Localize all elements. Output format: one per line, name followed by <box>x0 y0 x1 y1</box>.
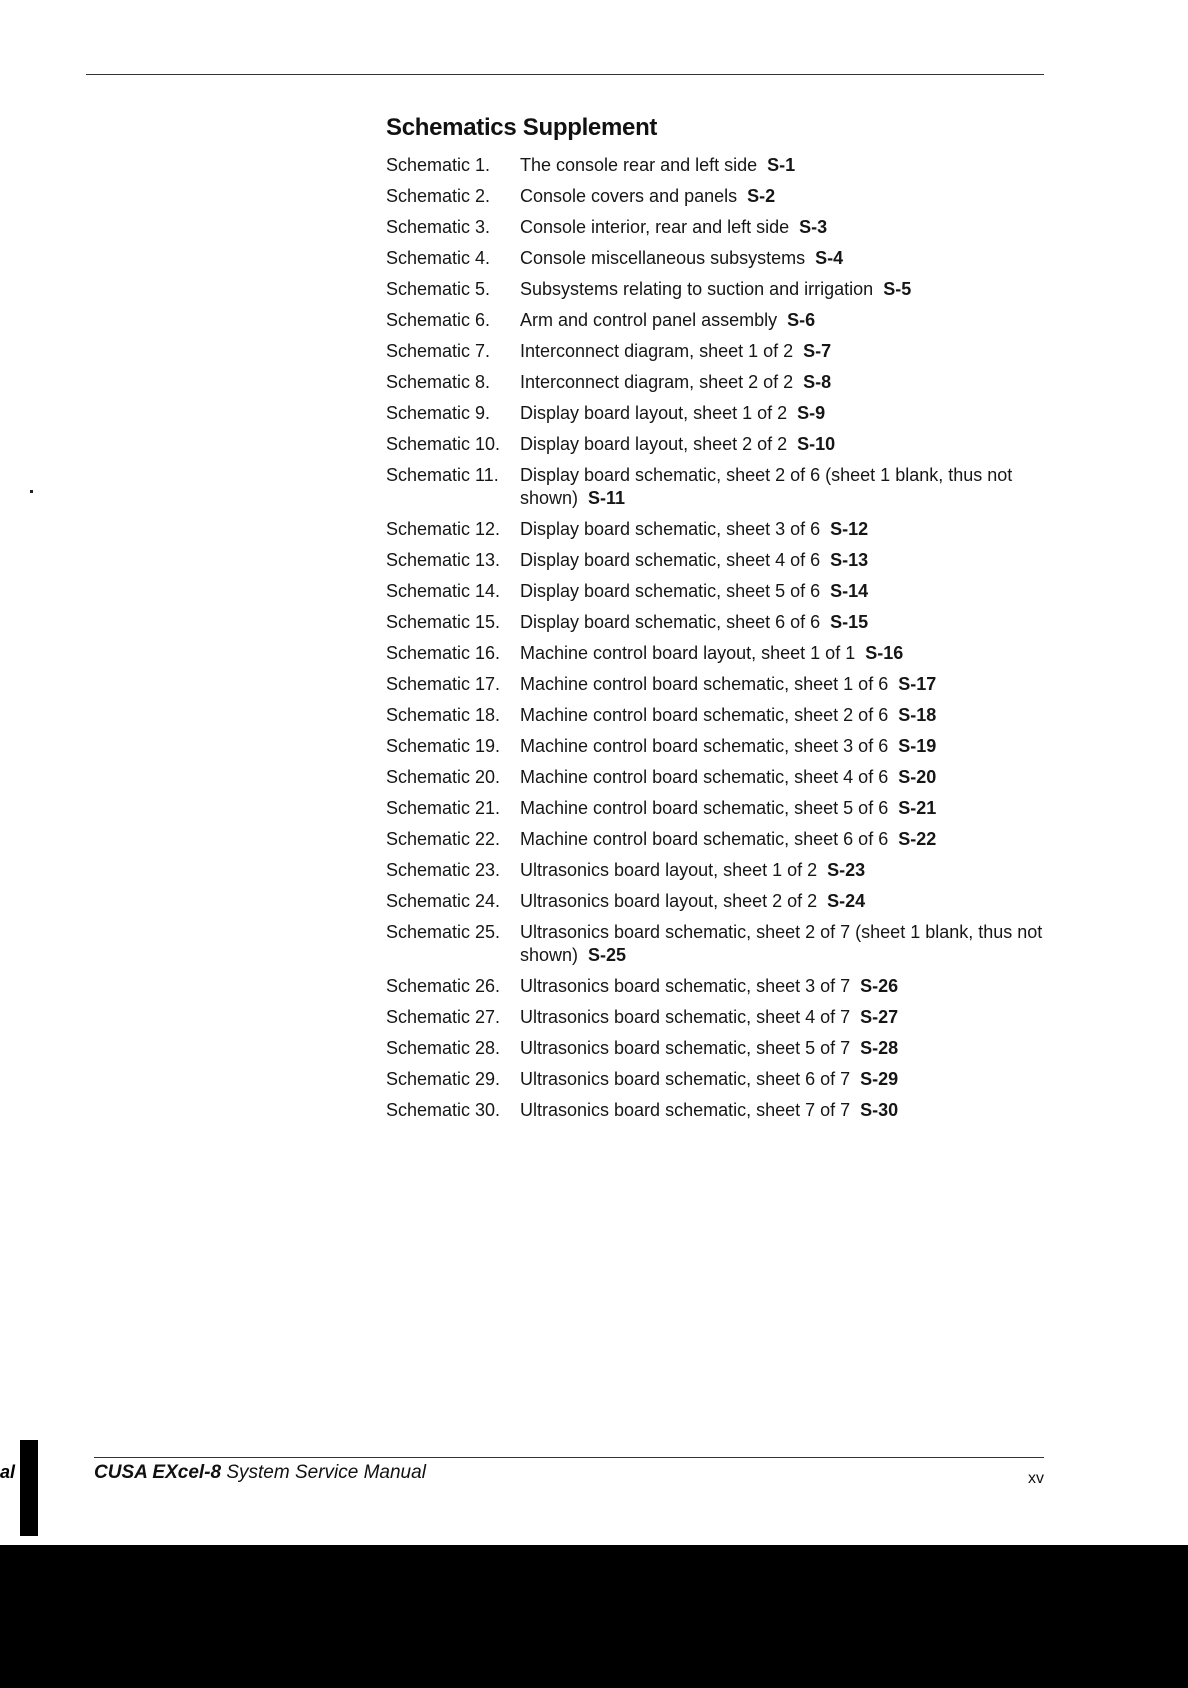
schematic-description: Machine control board schematic, sheet 5 of 6 <box>520 798 889 818</box>
schematic-page-ref: S-18 <box>898 705 937 725</box>
schematic-number: Schematic 23. <box>386 860 501 880</box>
schematic-entry <box>386 278 1046 301</box>
schematic-description: Machine control board layout, sheet 1 of 1 <box>520 643 856 663</box>
schematic-page-ref: S-12 <box>830 519 869 539</box>
schematic-entry <box>386 309 1046 332</box>
schematic-description-cell <box>520 673 1046 696</box>
schematic-number: Schematic 27. <box>386 1007 501 1027</box>
schematic-number: Schematic 14. <box>386 581 501 601</box>
scan-binding-shadow <box>20 1440 38 1536</box>
schematic-description: Display board schematic, sheet 4 of 6 <box>520 550 821 570</box>
schematic-page-ref: S-13 <box>830 550 869 570</box>
schematic-description: Ultrasonics board layout, sheet 1 of 2 <box>520 860 818 880</box>
schematic-description-cell <box>520 464 1046 510</box>
schematic-number: Schematic 3. <box>386 217 491 237</box>
schematic-page-ref: S-20 <box>898 767 937 787</box>
schematic-description: Console miscellaneous subsystems <box>520 248 806 268</box>
schematic-number: Schematic 16. <box>386 643 501 663</box>
schematic-description-cell <box>520 611 1046 634</box>
schematic-number: Schematic 6. <box>386 310 491 330</box>
schematic-number: Schematic 30. <box>386 1100 501 1120</box>
schematic-entry <box>386 185 1046 208</box>
schematic-page-ref: S-17 <box>898 674 937 694</box>
schematic-description-cell <box>520 1099 1046 1122</box>
schematic-number: Schematic 13. <box>386 550 501 570</box>
schematic-description-cell <box>520 828 1046 851</box>
schematic-page-ref: S-11 <box>588 488 626 508</box>
schematic-page-ref: S-6 <box>787 310 816 330</box>
schematic-description: Display board schematic, sheet 6 of 6 <box>520 612 821 632</box>
footer-rule <box>94 1457 1044 1458</box>
schematic-page-ref: S-27 <box>860 1007 899 1027</box>
schematic-description: Display board layout, sheet 1 of 2 <box>520 403 788 423</box>
section-title: Schematics Supplement <box>386 114 658 141</box>
schematic-entry <box>386 975 1046 998</box>
schematic-entry <box>386 247 1046 270</box>
schematic-entry <box>386 673 1046 696</box>
schematic-description-cell <box>520 402 1046 425</box>
schematics-list <box>386 154 1046 1130</box>
schematic-number: Schematic 24. <box>386 891 501 911</box>
schematic-number: Schematic 26. <box>386 976 501 996</box>
schematic-entry <box>386 518 1046 541</box>
schematic-page-ref: S-16 <box>865 643 904 663</box>
schematic-entry <box>386 611 1046 634</box>
schematic-number: Schematic 2. <box>386 186 491 206</box>
schematic-entry <box>386 1068 1046 1091</box>
schematic-entry <box>386 735 1046 758</box>
schematic-description: Interconnect diagram, sheet 2 of 2 <box>520 372 794 392</box>
schematic-page-ref: S-8 <box>803 372 832 392</box>
schematic-description: Machine control board schematic, sheet 1 of 6 <box>520 674 889 694</box>
footer-title-text: System Service Manual <box>221 1462 426 1483</box>
schematic-description: Machine control board schematic, sheet 6 of 6 <box>520 829 889 849</box>
schematic-number: Schematic 10. <box>386 434 501 454</box>
schematic-description: Display board layout, sheet 2 of 2 <box>520 434 788 454</box>
schematic-description-cell <box>520 340 1046 363</box>
schematic-description-cell <box>520 1006 1046 1029</box>
schematic-number: Schematic 1. <box>386 155 491 175</box>
schematic-description-cell <box>520 549 1046 572</box>
schematic-page-ref: S-25 <box>588 945 627 965</box>
schematic-description: Ultrasonics board schematic, sheet 2 of 7 (sheet 1 blank, thus not shown) <box>520 922 1043 965</box>
schematic-description-cell <box>520 704 1046 727</box>
schematic-entry <box>386 1099 1046 1122</box>
schematic-entry <box>386 340 1046 363</box>
schematic-entry <box>386 704 1046 727</box>
schematic-description-cell <box>520 766 1046 789</box>
schematic-description-cell <box>520 309 1046 332</box>
schematic-description-cell <box>520 735 1046 758</box>
schematic-number: Schematic 22. <box>386 829 501 849</box>
schematic-entry <box>386 1037 1046 1060</box>
schematic-page-ref: S-10 <box>797 434 836 454</box>
schematic-description-cell <box>520 1037 1046 1060</box>
scan-bottom-shadow <box>0 1545 1188 1688</box>
schematic-entry <box>386 642 1046 665</box>
schematic-description: Ultrasonics board layout, sheet 2 of 2 <box>520 891 818 911</box>
schematic-description-cell <box>520 921 1046 967</box>
schematic-description-cell <box>520 859 1046 882</box>
schematic-description: Machine control board schematic, sheet 3 of 6 <box>520 736 889 756</box>
schematic-description-cell <box>520 975 1046 998</box>
schematic-description: Arm and control panel assembly <box>520 310 778 330</box>
schematic-number: Schematic 4. <box>386 248 491 268</box>
schematic-page-ref: S-1 <box>767 155 796 175</box>
schematic-description-cell <box>520 154 1046 177</box>
schematic-entry <box>386 766 1046 789</box>
schematic-page-ref: S-2 <box>747 186 776 206</box>
schematic-number: Schematic 17. <box>386 674 501 694</box>
header-rule <box>86 74 1044 75</box>
schematic-number: Schematic 5. <box>386 279 491 299</box>
schematic-number: Schematic 12. <box>386 519 501 539</box>
page-number: xv <box>1028 1470 1044 1487</box>
schematic-entry <box>386 549 1046 572</box>
schematic-description-cell <box>520 433 1046 456</box>
schematic-description-cell <box>520 580 1046 603</box>
schematic-entry <box>386 828 1046 851</box>
schematic-description: Machine control board schematic, sheet 2 of 6 <box>520 705 889 725</box>
schematic-description-cell <box>520 247 1046 270</box>
schematic-number: Schematic 15. <box>386 612 501 632</box>
schematic-description-cell <box>520 890 1046 913</box>
schematic-description: Display board schematic, sheet 5 of 6 <box>520 581 821 601</box>
footer-brand: CUSA EXcel-8 <box>94 1462 222 1483</box>
schematic-description: Console interior, rear and left side <box>520 217 790 237</box>
schematic-entry <box>386 921 1046 967</box>
schematic-page-ref: S-3 <box>799 217 828 237</box>
schematic-entry <box>386 1006 1046 1029</box>
schematic-description-cell <box>520 1068 1046 1091</box>
schematic-description-cell <box>520 278 1046 301</box>
schematic-page-ref: S-24 <box>827 891 866 911</box>
schematic-description: Interconnect diagram, sheet 1 of 2 <box>520 341 794 361</box>
schematic-page-ref: S-28 <box>860 1038 899 1058</box>
schematic-entry <box>386 433 1046 456</box>
schematic-description: Machine control board schematic, sheet 4 of 6 <box>520 767 889 787</box>
schematic-number: Schematic 7. <box>386 341 491 361</box>
schematic-description: The console rear and left side <box>520 155 758 175</box>
schematic-page-ref: S-7 <box>803 341 832 361</box>
schematic-description: Ultrasonics board schematic, sheet 6 of 7 <box>520 1069 851 1089</box>
schematic-entry <box>386 890 1046 913</box>
schematic-number: Schematic 19. <box>386 736 501 756</box>
schematic-number: Schematic 8. <box>386 372 491 392</box>
schematic-page-ref: S-29 <box>860 1069 899 1089</box>
schematic-entry <box>386 371 1046 394</box>
schematic-description-cell <box>520 371 1046 394</box>
schematic-number: Schematic 18. <box>386 705 501 725</box>
schematic-number: Schematic 9. <box>386 403 491 423</box>
schematic-description: Ultrasonics board schematic, sheet 3 of 7 <box>520 976 851 996</box>
schematic-page-ref: S-19 <box>898 736 937 756</box>
schematic-number: Schematic 25. <box>386 922 501 942</box>
schematic-entry <box>386 797 1046 820</box>
schematic-entry <box>386 154 1046 177</box>
schematic-page-ref: S-4 <box>815 248 844 268</box>
schematic-entry <box>386 859 1046 882</box>
schematic-entry <box>386 402 1046 425</box>
schematic-page-ref: S-14 <box>830 581 869 601</box>
schematic-description: Display board schematic, sheet 3 of 6 <box>520 519 821 539</box>
schematic-description-cell <box>520 518 1046 541</box>
schematic-description-cell <box>520 216 1046 239</box>
schematic-number: Schematic 20. <box>386 767 501 787</box>
schematic-entry <box>386 580 1046 603</box>
schematic-description: Ultrasonics board schematic, sheet 5 of 7 <box>520 1038 851 1058</box>
schematic-number: Schematic 29. <box>386 1069 501 1089</box>
schematic-description-cell <box>520 797 1046 820</box>
schematic-page-ref: S-23 <box>827 860 866 880</box>
schematic-number: Schematic 28. <box>386 1038 501 1058</box>
scan-margin-mark: al <box>0 1462 16 1482</box>
schematic-entry <box>386 464 1046 510</box>
schematic-number: Schematic 21. <box>386 798 501 818</box>
schematic-page-ref: S-5 <box>883 279 912 299</box>
schematic-page-ref: S-9 <box>797 403 826 423</box>
schematic-entry <box>386 216 1046 239</box>
schematic-page-ref: S-30 <box>860 1100 899 1120</box>
schematic-description: Display board schematic, sheet 2 of 6 (sheet 1 blank, thus not shown) <box>520 465 1013 508</box>
scan-speck <box>30 490 33 493</box>
schematic-page-ref: S-26 <box>860 976 899 996</box>
schematic-description: Ultrasonics board schematic, sheet 4 of 7 <box>520 1007 851 1027</box>
footer-manual-title <box>94 1462 426 1484</box>
schematic-description: Subsystems relating to suction and irrigation <box>520 279 874 299</box>
schematic-description-cell <box>520 642 1046 665</box>
schematic-description: Console covers and panels <box>520 186 738 206</box>
schematic-page-ref: S-15 <box>830 612 869 632</box>
schematic-page-ref: S-22 <box>898 829 937 849</box>
schematic-description-cell <box>520 185 1046 208</box>
schematic-number: Schematic 11. <box>386 465 499 485</box>
schematic-description: Ultrasonics board schematic, sheet 7 of 7 <box>520 1100 851 1120</box>
schematic-page-ref: S-21 <box>898 798 937 818</box>
